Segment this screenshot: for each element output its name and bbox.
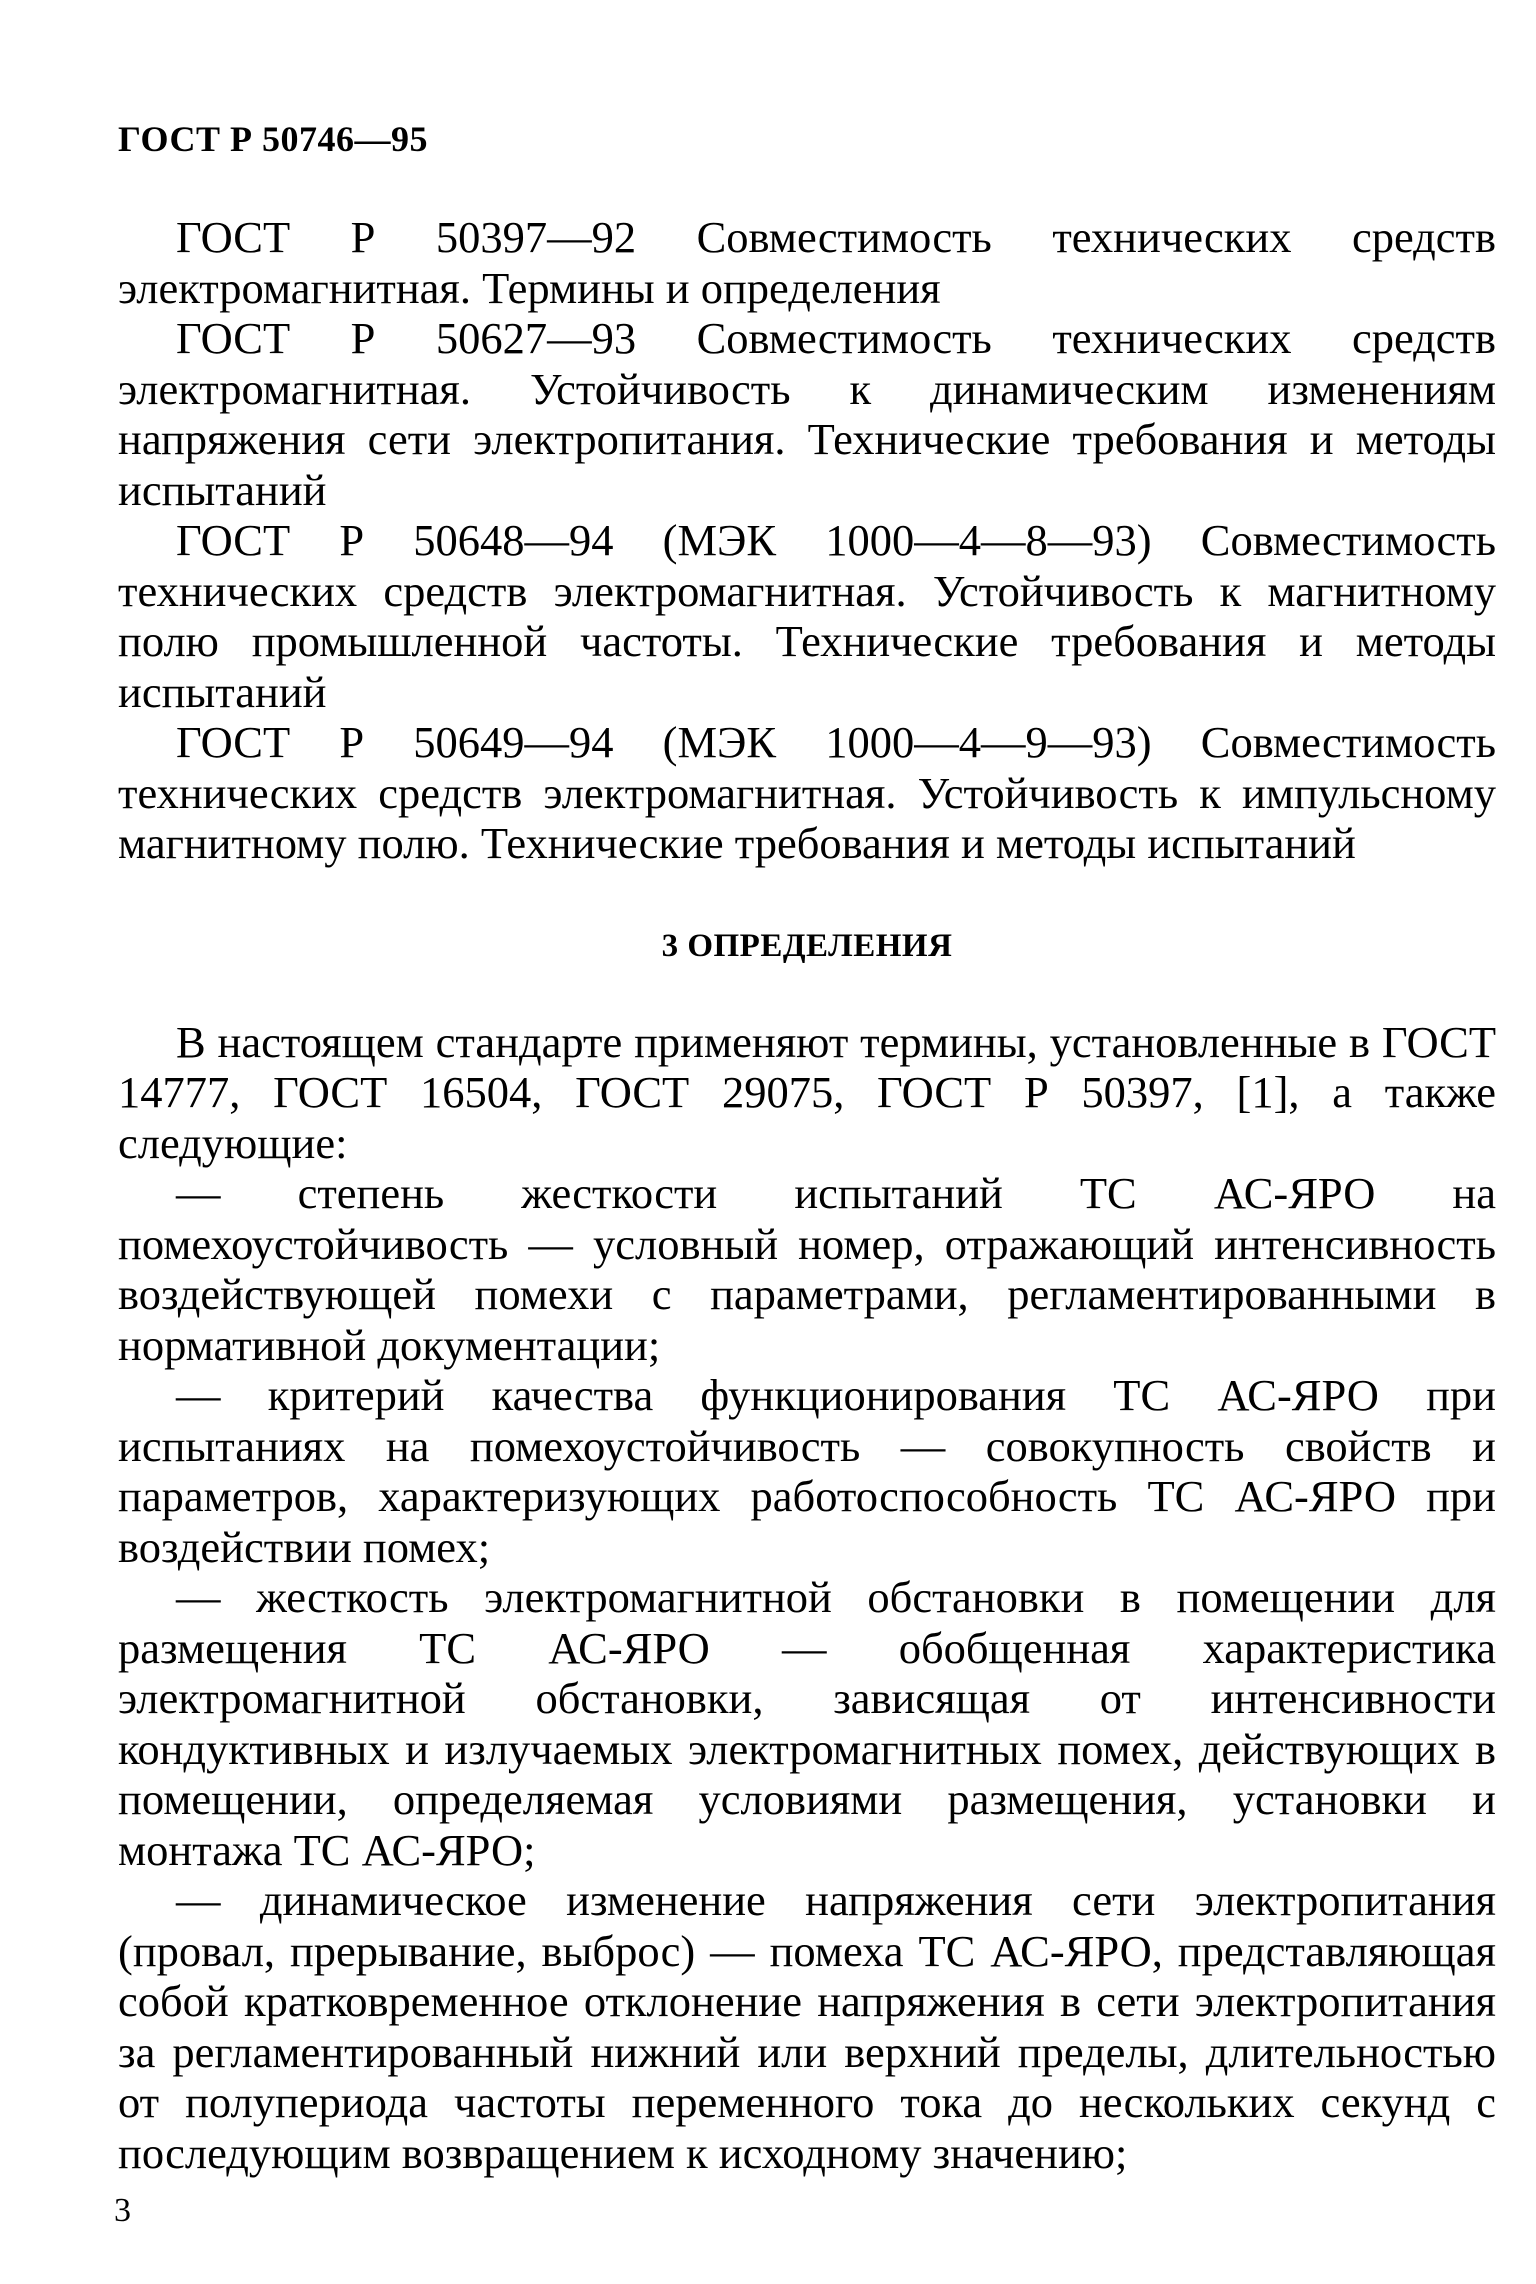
reference-gost-50649: ГОСТ Р 50649—94 (МЭК 1000—4—9—93) Совместимость технических средств электромагнитная. Устойчивость к импульсному магнитному полю. Технические требования и методы испытаний [118,717,1496,868]
document-header: ГОСТ Р 50746—95 [118,119,428,159]
reference-gost-50648: ГОСТ Р 50648—94 (МЭК 1000—4—8—93) Совместимость технических средств электромагнитная. Устойчивость к магнитному полю промышленной частоты. Технические требования и методы испытаний [118,515,1496,717]
definition-severity-level: — степень жесткости испытаний ТС АС-ЯРО на помехоустойчивость — условный номер, отражающий интенсивность воздействующей помехи с параметрами, регламентированными в нормативной документации; [118,1168,1496,1370]
page-number: 3 [114,2192,131,2229]
definition-quality-criterion: — критерий качества функционирования ТС АС-ЯРО при испытаниях на помехоустойчивость — совокупность свойств и параметров, характеризующих работоспособность ТС АС-ЯРО при воздействии помех; [118,1370,1496,1572]
reference-gost-50627: ГОСТ Р 50627—93 Совместимость технических средств электромагнитная. Устойчивость к динамическим изменениям напряжения сети электропитания. Технические требования и методы испытаний [118,313,1496,515]
definitions-intro: В настоящем стандарте применяют термины, установленные в ГОСТ 14777, ГОСТ 16504, ГОСТ 29075, ГОСТ Р 50397, [1], а также следующие: [118,1016,1496,1168]
document-body [118,212,1496,2178]
definition-em-environment-severity: — жесткость электромагнитной обстановки в помещении для размещения ТС АС-ЯРО — обобщенная характеристика электромагнитной обстановки, зависящая от интенсивности кондуктивных и излучаемых электромагнитных помех, действующих в помещении, определяемая условиями размещения, установки и монтажа ТС АС-ЯРО; [118,1572,1496,1875]
reference-gost-50397: ГОСТ Р 50397—92 Совместимость технических средств электромагнитная. Термины и определения [118,212,1496,313]
definition-voltage-variation: — динамическое изменение напряжения сети электропитания (провал, прерывание, выброс) — помеха ТС АС-ЯРО, представляющая собой кратковременное отклонение напряжения в сети электропитания за регламентированный нижний или верхний пределы, длительностью от полупериода частоты переменного тока до нескольких секунд с последующим возвращением к исходному значению; [118,1875,1496,2178]
section-title: 3 ОПРЕДЕЛЕНИЯ [661,927,953,964]
